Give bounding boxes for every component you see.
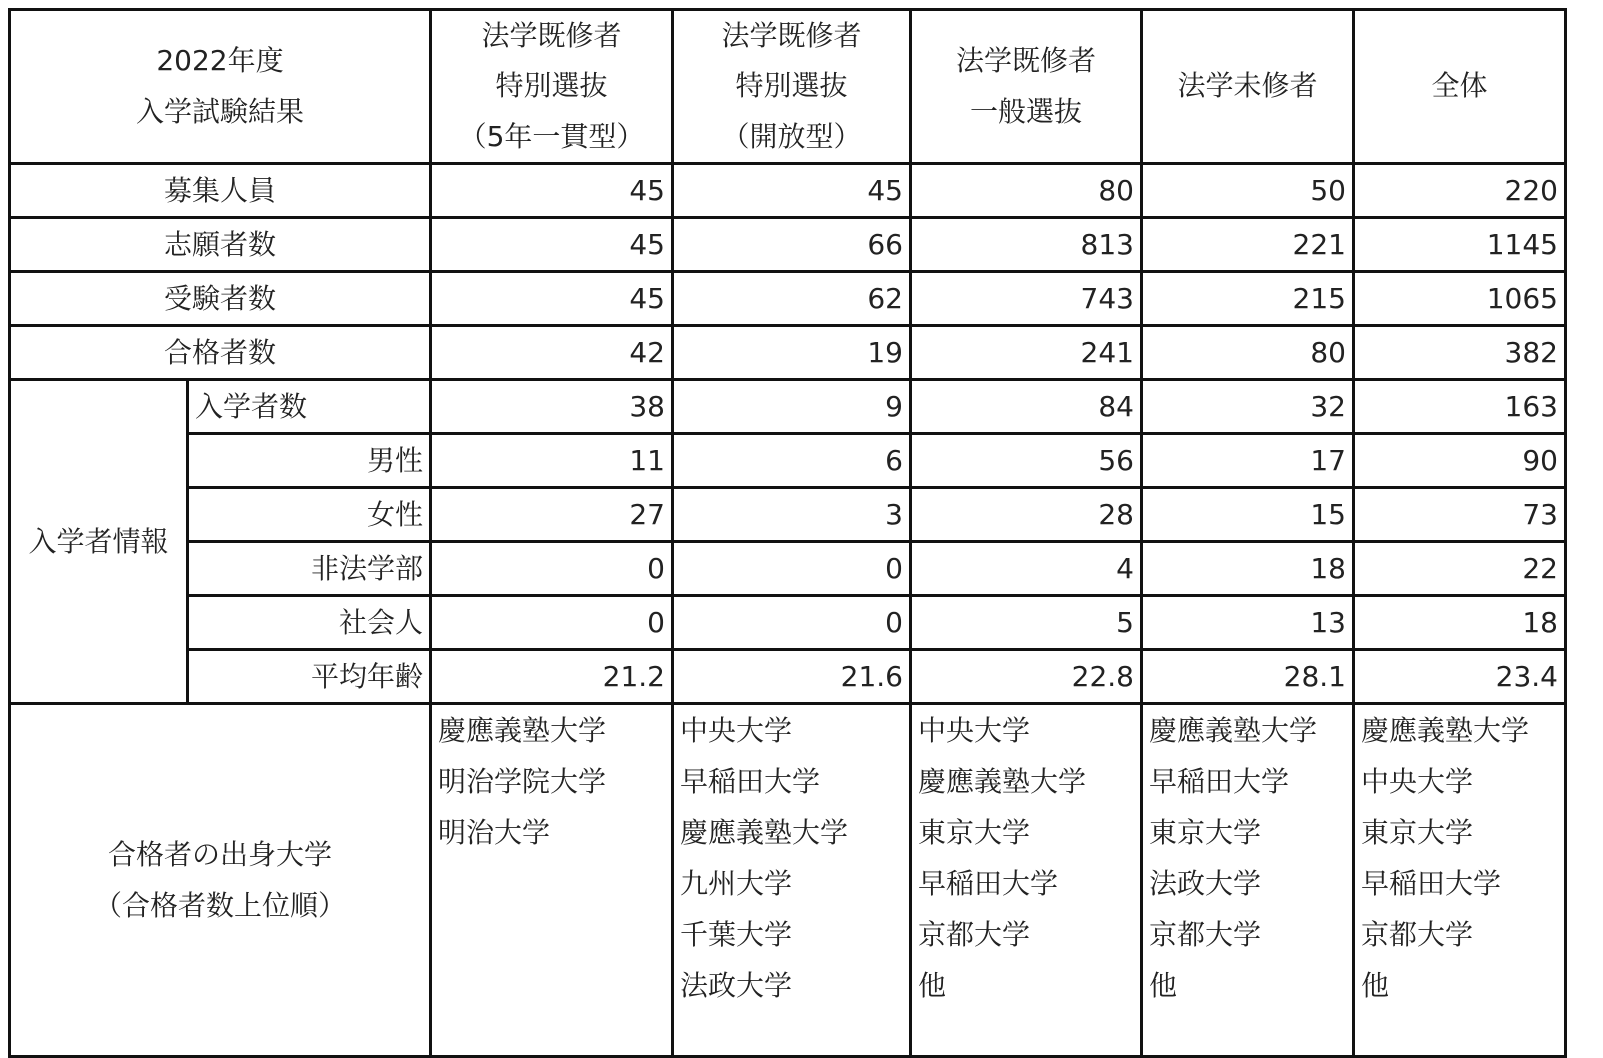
table-cell: 163 [1354, 380, 1566, 434]
university-name: 京都大学 [1149, 918, 1262, 952]
table-cell: 0 [431, 542, 673, 596]
table-cell: 38 [431, 380, 673, 434]
column-header-line: 特別選抜 [495, 69, 608, 103]
university-name: 法政大学 [1149, 867, 1262, 901]
column-header-non-law [1142, 10, 1354, 164]
column-header-general [911, 10, 1142, 164]
row-label: 志願者数 [10, 218, 431, 272]
table-cell: 28 [911, 488, 1142, 542]
table-cell: 215 [1142, 272, 1354, 326]
university-name: 早稲田大学 [680, 765, 821, 799]
table-cell: 80 [911, 164, 1142, 218]
column-header-line: 法学既修者 [955, 44, 1096, 78]
row-sublabel: 非法学部 [188, 542, 431, 596]
row-sublabel: 女性 [188, 488, 431, 542]
row-sublabel: 入学者数 [188, 380, 431, 434]
universities-row [10, 704, 1566, 1057]
university-name: 慶應義塾大学 [680, 816, 849, 850]
column-header-line: （5年一貫型） [458, 119, 645, 153]
table-cell: 21.6 [673, 650, 911, 704]
table-cell: 19 [673, 326, 911, 380]
table-cell: 18 [1354, 596, 1566, 650]
header-row [10, 10, 1566, 164]
university-name: 慶應義塾大学 [1149, 714, 1318, 748]
university-name: 法政大学 [680, 969, 793, 1003]
university-name: 慶應義塾大学 [918, 765, 1087, 799]
university-name: 慶應義塾大学 [438, 714, 607, 748]
table-row [10, 650, 1566, 704]
table-row [10, 272, 1566, 326]
table-cell: 3 [673, 488, 911, 542]
table-cell: 5 [911, 596, 1142, 650]
entrant-group-label: 入学者情報 [10, 380, 188, 704]
universities-cell [431, 704, 673, 1057]
table-row [10, 380, 1566, 434]
university-name: 東京大学 [918, 816, 1031, 850]
table-cell: 66 [673, 218, 911, 272]
column-header-special-open [673, 10, 911, 164]
table-row [10, 218, 1566, 272]
table-cell: 4 [911, 542, 1142, 596]
table-row [10, 596, 1566, 650]
row-sublabel: 平均年齢 [188, 650, 431, 704]
table-cell: 45 [673, 164, 911, 218]
column-header-line: 一般選抜 [969, 94, 1082, 128]
universities-cell [673, 704, 911, 1057]
table-cell: 32 [1142, 380, 1354, 434]
university-name: 早稲田大学 [918, 867, 1059, 901]
university-name: 明治大学 [438, 816, 551, 850]
table-cell: 1065 [1354, 272, 1566, 326]
table-cell: 18 [1142, 542, 1354, 596]
table-cell: 382 [1354, 326, 1566, 380]
universities-label-line: 合格者の出身大学 [107, 838, 332, 872]
table-cell: 42 [431, 326, 673, 380]
corner-title: 入学試験結果 [135, 94, 304, 128]
table-cell: 0 [673, 542, 911, 596]
table-cell: 17 [1142, 434, 1354, 488]
university-name: 千葉大学 [680, 918, 793, 952]
table-cell: 0 [673, 596, 911, 650]
university-name: 京都大学 [918, 918, 1031, 952]
table-cell: 221 [1142, 218, 1354, 272]
university-name: 九州大学 [680, 867, 793, 901]
table-cell: 15 [1142, 488, 1354, 542]
table-cell: 80 [1142, 326, 1354, 380]
corner-year: 2022年度 [156, 44, 284, 78]
table-cell: 62 [673, 272, 911, 326]
table-cell: 45 [431, 218, 673, 272]
universities-cell [1354, 704, 1566, 1057]
table-cell: 90 [1354, 434, 1566, 488]
universities-cell [911, 704, 1142, 1057]
table-cell: 813 [911, 218, 1142, 272]
admission-results-table [8, 8, 1567, 1058]
table-cell: 45 [431, 272, 673, 326]
table-cell: 22.8 [911, 650, 1142, 704]
universities-label-line: （合格者数上位順） [93, 889, 346, 923]
column-header-special-5year [431, 10, 673, 164]
universities-label [10, 704, 431, 1057]
table-cell: 21.2 [431, 650, 673, 704]
table-row [10, 326, 1566, 380]
university-name: 他 [1149, 969, 1178, 1003]
table-cell: 23.4 [1354, 650, 1566, 704]
table-row [10, 488, 1566, 542]
universities-cell [1142, 704, 1354, 1057]
table-cell: 6 [673, 434, 911, 488]
row-sublabel: 社会人 [188, 596, 431, 650]
university-name: 慶應義塾大学 [1361, 714, 1530, 748]
university-name: 中央大学 [1361, 765, 1474, 799]
table-cell: 220 [1354, 164, 1566, 218]
column-header-line: 法学既修者 [721, 19, 862, 52]
admission-results-document [8, 8, 1567, 1058]
university-name: 早稲田大学 [1361, 867, 1502, 901]
table-cell: 1145 [1354, 218, 1566, 272]
column-header-total [1354, 10, 1566, 164]
university-name: 東京大学 [1361, 816, 1474, 850]
column-header-line: 全体 [1431, 69, 1488, 103]
university-name: 他 [1361, 969, 1390, 1003]
row-label: 募集人員 [10, 164, 431, 218]
table-row [10, 542, 1566, 596]
table-cell: 84 [911, 380, 1142, 434]
table-cell: 743 [911, 272, 1142, 326]
row-label: 受験者数 [10, 272, 431, 326]
table-cell: 56 [911, 434, 1142, 488]
table-cell: 50 [1142, 164, 1354, 218]
table-cell: 22 [1354, 542, 1566, 596]
university-name: 他 [918, 969, 947, 1003]
table-cell: 9 [673, 380, 911, 434]
table-cell: 13 [1142, 596, 1354, 650]
row-label: 合格者数 [10, 326, 431, 380]
university-name: 明治学院大学 [438, 765, 607, 799]
table-cell: 27 [431, 488, 673, 542]
row-sublabel: 男性 [188, 434, 431, 488]
university-name: 東京大学 [1149, 816, 1262, 850]
university-name: 京都大学 [1361, 918, 1474, 952]
table-cell: 73 [1354, 488, 1566, 542]
university-name: 中央大学 [680, 714, 793, 748]
table-row [10, 434, 1566, 488]
column-header-line: 法学既修者 [481, 19, 622, 52]
column-header-line: （開放型） [721, 119, 862, 153]
corner-header-cell [10, 10, 431, 164]
column-header-line: 法学未修者 [1177, 69, 1318, 103]
table-cell: 45 [431, 164, 673, 218]
table-cell: 0 [431, 596, 673, 650]
table-row [10, 164, 1566, 218]
university-name: 中央大学 [918, 714, 1031, 748]
table-cell: 28.1 [1142, 650, 1354, 704]
table-cell: 241 [911, 326, 1142, 380]
table-cell: 11 [431, 434, 673, 488]
column-header-line: 特別選抜 [735, 69, 848, 103]
university-name: 早稲田大学 [1149, 765, 1290, 799]
